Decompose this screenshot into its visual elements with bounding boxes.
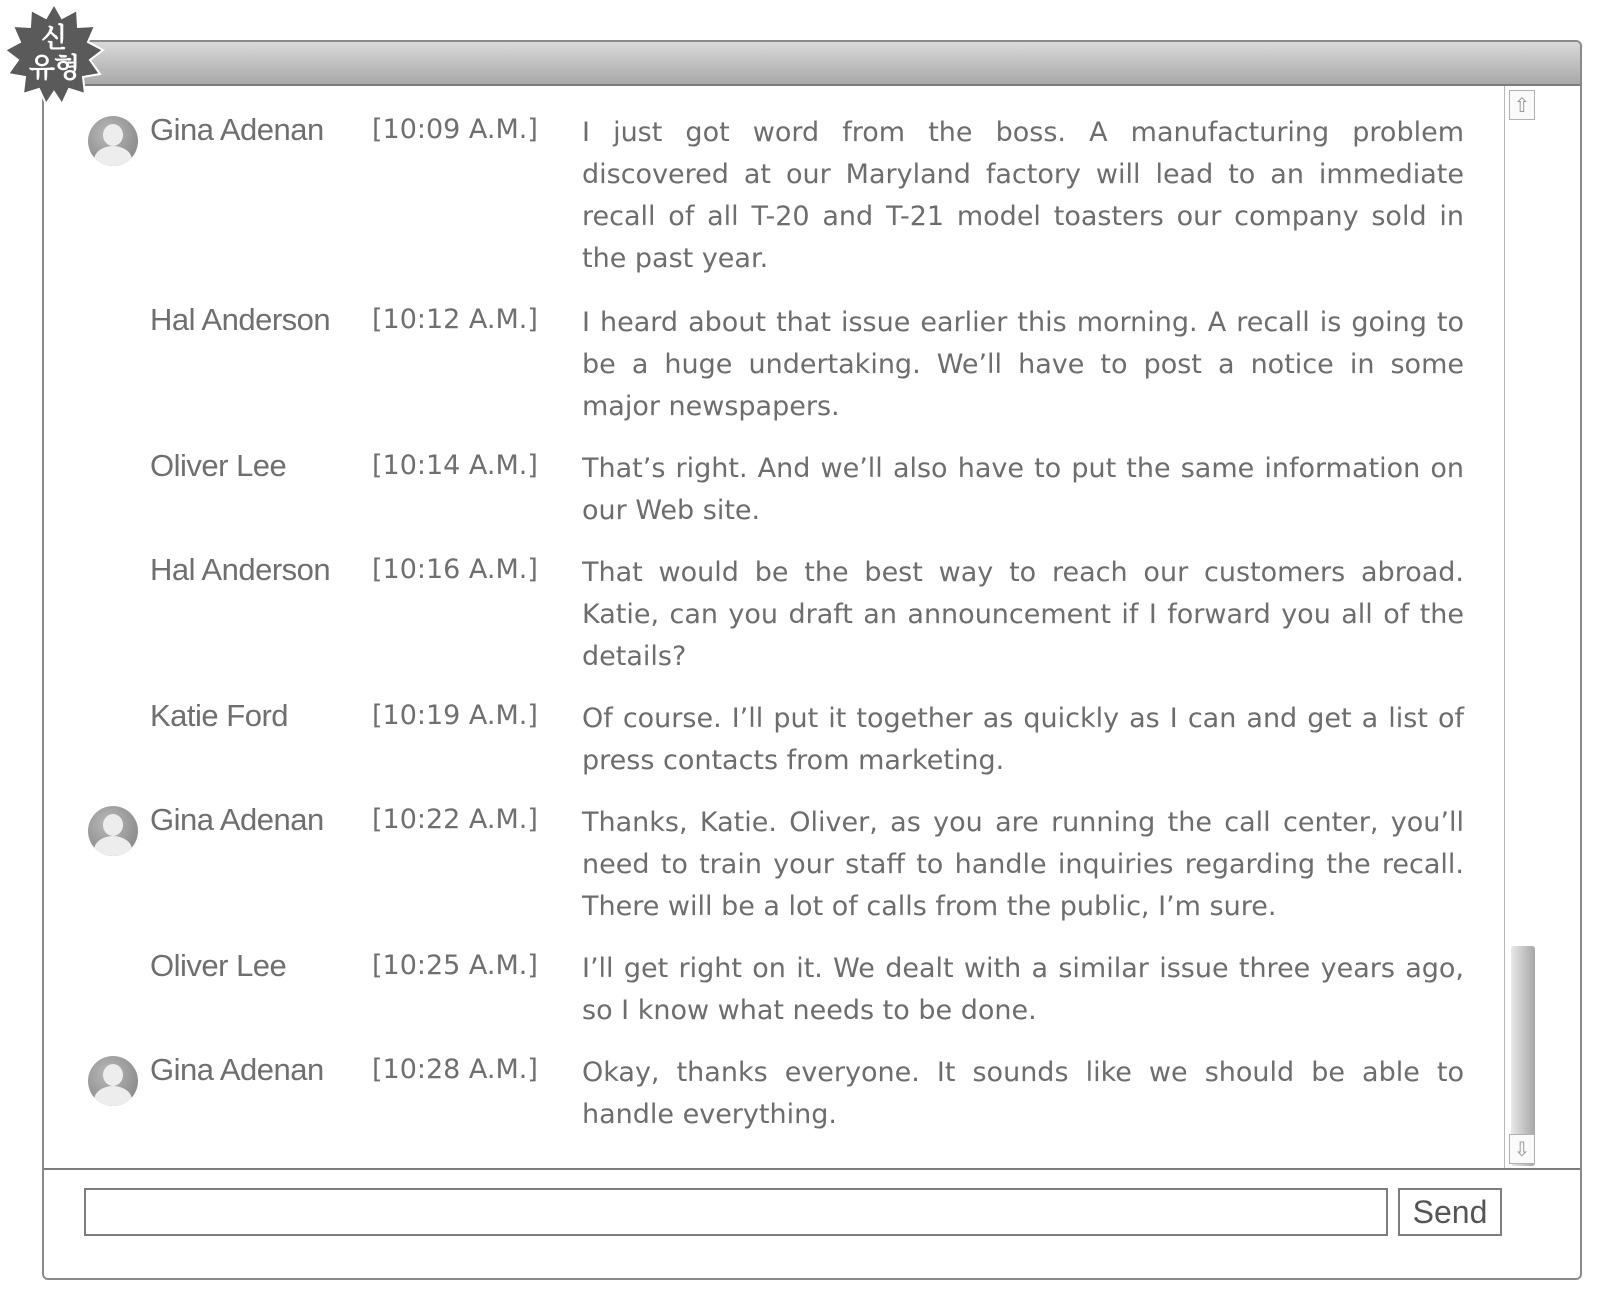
message-text: Okay, thanks everyone. It sounds like we should be able to handle everything. <box>582 1057 1464 1130</box>
chat-scrollbar[interactable] <box>1504 86 1539 1168</box>
message-sender: Gina Adenan <box>150 802 324 837</box>
chat-message-list <box>44 86 1560 1168</box>
message-time: [10:25 A.M.] <box>372 950 538 981</box>
window-titlebar <box>44 42 1580 86</box>
new-type-badge <box>2 2 106 106</box>
message-sender: Oliver Lee <box>150 448 287 483</box>
message-time: [10:22 A.M.] <box>372 804 538 835</box>
message-time: [10:12 A.M.] <box>372 304 538 335</box>
message-text: That’s right. And we’ll also have to put the same information on our Web site. <box>582 453 1464 526</box>
scroll-up-arrow-icon[interactable]: ⇧ <box>1509 90 1535 120</box>
message-text: I’ll get right on it. We dealt with a similar issue three years ago, so I know what needs to be done. <box>582 953 1464 1026</box>
message-sender: Gina Adenan <box>150 1052 324 1087</box>
user-avatar-icon <box>88 1056 138 1106</box>
message-text: I heard about that issue earlier this morning. A recall is going to be a huge undertaking. We’ll have to post a notice in some major newspapers. <box>582 307 1464 422</box>
badge-line-1: 신 <box>40 23 68 54</box>
message-text: Of course. I’ll put it together as quickly as I can and get a list of press contacts from marketing. <box>582 703 1464 776</box>
message-time: [10:28 A.M.] <box>372 1054 538 1085</box>
message-sender: Katie Ford <box>150 698 289 733</box>
message-sender: Gina Adenan <box>150 112 324 147</box>
scroll-thumb[interactable] <box>1511 946 1535 1166</box>
message-sender: Hal Anderson <box>150 552 331 587</box>
message-sender: Hal Anderson <box>150 302 331 337</box>
scroll-track[interactable] <box>1505 126 1539 1128</box>
message-time: [10:14 A.M.] <box>372 450 538 481</box>
send-button[interactable]: Send <box>1398 1188 1502 1236</box>
message-sender: Oliver Lee <box>150 948 287 983</box>
message-text: Thanks, Katie. Oliver, as you are running the call center, you’ll need to train your staff to handle inquiries regarding the recall. There will be a lot of calls from the public, I’m sure. <box>582 807 1464 922</box>
message-time: [10:09 A.M.] <box>372 114 538 145</box>
message-composer <box>44 1168 1580 1280</box>
message-input[interactable] <box>84 1188 1388 1236</box>
message-time: [10:19 A.M.] <box>372 700 538 731</box>
message-text: That would be the best way to reach our customers abroad. Katie, can you draft an announcement if I forward you all of the details? <box>582 557 1464 672</box>
scroll-down-arrow-icon[interactable]: ⇩ <box>1509 1134 1535 1164</box>
message-text: I just got word from the boss. A manufacturing problem discovered at our Maryland factory will lead to an immediate recall of all T-20 and T-21 model toasters our company sold in the past year. <box>582 117 1464 274</box>
user-avatar-icon <box>88 806 138 856</box>
chat-window <box>42 40 1582 1280</box>
badge-line-2: 유형 <box>28 53 80 84</box>
message-time: [10:16 A.M.] <box>372 554 538 585</box>
user-avatar-icon <box>88 116 138 166</box>
